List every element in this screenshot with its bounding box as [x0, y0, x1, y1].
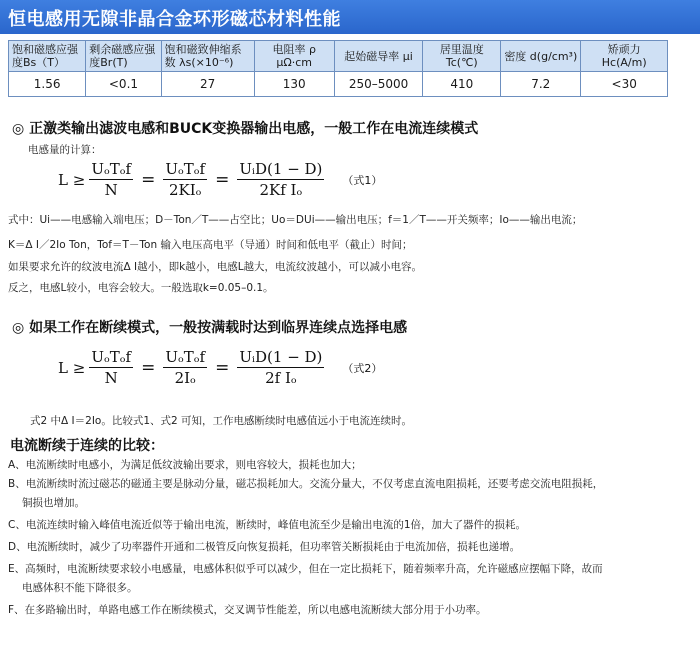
comparison-list — [8, 458, 698, 622]
fraction — [237, 160, 324, 199]
definition-line: 反之，电感L较小，电容会较大。一般选取k=0.05–0.1。 — [8, 282, 274, 294]
list-item: B、电流断续时流过磁芯的磁通主要是脉动分量，磁芯损耗加大。交流分量大，不仅考虑直流电阻损耗，还要考虑交流电阻损耗， — [8, 478, 604, 490]
header-cell: 饱和磁感应强度Bs（T） — [9, 41, 86, 72]
header-cell: 密度 d(g/cm³) — [501, 41, 581, 72]
formula-note: 式2 中Δ I＝2Io。比较式1、式2 可知，工作电感断续时电感值远小于电流连续时。 — [30, 415, 413, 427]
table-row — [9, 72, 668, 97]
list-item: E、高频时，电流断续要求较小电感量，电感体积似乎可以减少，但在一定比损耗下，随着频率升高，允许磁感应摆幅下降，故而 — [8, 563, 603, 575]
formula-lhs: L ≥ — [58, 358, 86, 377]
fraction — [163, 160, 207, 199]
comparison-heading: 电流断续于连续的比较： — [10, 438, 164, 454]
denominator: N — [104, 369, 118, 387]
header-cell: 电阻率 ρ μΩ·cm — [254, 41, 334, 72]
numerator: UₒTₒf — [91, 348, 132, 366]
formula-tag: （式2） — [342, 361, 383, 375]
header-cell: 居里温度 Tc(℃) — [423, 41, 501, 72]
table-cell: 250–5000 — [334, 72, 423, 97]
title-banner — [0, 0, 700, 34]
table-cell: 130 — [254, 72, 334, 97]
section-heading-discontinuous: ◎ 如果工作在断续模式，一般按满载时达到临界连续点选择电感 — [12, 320, 408, 336]
fraction — [237, 348, 324, 387]
numerator: UₒTₒf — [165, 160, 206, 178]
calc-label: 电感量的计算： — [28, 144, 102, 156]
header-cell: 矫顽力 Hc(A/m) — [581, 41, 668, 72]
fraction — [163, 348, 207, 387]
numerator: UₒTₒf — [91, 160, 132, 178]
fraction — [89, 160, 133, 199]
equals-sign: = — [215, 169, 230, 190]
definition-line: 如果要求允许的纹波电流Δ I越小，即k越小，电感L越大，电流纹波越小，可以减小电容。 — [8, 261, 423, 273]
page-title: 恒电感用无隙非晶合金环形磁芯材料性能 — [8, 9, 341, 30]
header-cell: 起始磁导率 μi — [334, 41, 423, 72]
table-cell: 7.2 — [501, 72, 581, 97]
list-item: A、电流断续时电感小，为满足低纹波输出要求，则电容较大，损耗也加大； — [8, 459, 362, 471]
header-cell: 饱和磁致伸缩系数 λs(×10⁻⁶) — [161, 41, 254, 72]
formula-1 — [58, 160, 382, 199]
table-cell: <30 — [581, 72, 668, 97]
numerator: UᵢD(1 − D) — [239, 348, 323, 366]
denominator: 2Kf Iₒ — [259, 181, 303, 199]
definition-line: 式中：Ui——电感输入端电压；D－Ton／T——占空比；Uo＝DUi——输出电压；f＝1／T——开关频率；Io——输出电流； — [8, 214, 583, 226]
list-item: D、电流断续时，减少了功率器件开通和二极管反向恢复损耗，但功率管关断损耗由于电流加倍，损耗也递增。 — [8, 541, 521, 553]
numerator: UₒTₒf — [165, 348, 206, 366]
denominator: 2Iₒ — [174, 369, 196, 387]
fraction — [89, 348, 133, 387]
list-item: 电感体积不能下降很多。 — [22, 582, 138, 594]
list-item: C、电流连续时输入峰值电流近似等于输出电流，断续时，峰值电流至少是输出电流的1倍，加大了器件的损耗。 — [8, 519, 527, 531]
equals-sign: = — [141, 357, 156, 378]
formula-2 — [58, 348, 382, 387]
equals-sign: = — [215, 357, 230, 378]
equals-sign: = — [141, 169, 156, 190]
material-properties-table — [8, 40, 668, 97]
table-cell: 1.56 — [9, 72, 86, 97]
section-heading-continuous: ◎ 正激类输出滤波电感和BUCK变换器输出电感，一般工作在电流连续模式 — [12, 121, 479, 137]
list-item: 铜损也增加。 — [22, 497, 85, 509]
definition-line: K＝Δ I／2Io Ton，Tof＝T－Ton 输入电压高电平（导通）时间和低电平（截止）时间； — [8, 239, 413, 251]
formula-lhs: L ≥ — [58, 170, 86, 189]
table-cell: 410 — [423, 72, 501, 97]
numerator: UᵢD(1 − D) — [239, 160, 323, 178]
table-header-row — [9, 41, 668, 72]
list-item: F、在多路输出时，单路电感工作在断续模式，交叉调节性能差，所以电感电流断续大部分用于小功率。 — [8, 604, 487, 616]
table-cell: 27 — [161, 72, 254, 97]
header-cell: 剩余磁感应强度Br(T) — [86, 41, 161, 72]
formula-tag: （式1） — [342, 173, 383, 187]
denominator: 2f Iₒ — [265, 369, 297, 387]
denominator: N — [104, 181, 118, 199]
denominator: 2KIₒ — [168, 181, 202, 199]
table-cell: <0.1 — [86, 72, 161, 97]
